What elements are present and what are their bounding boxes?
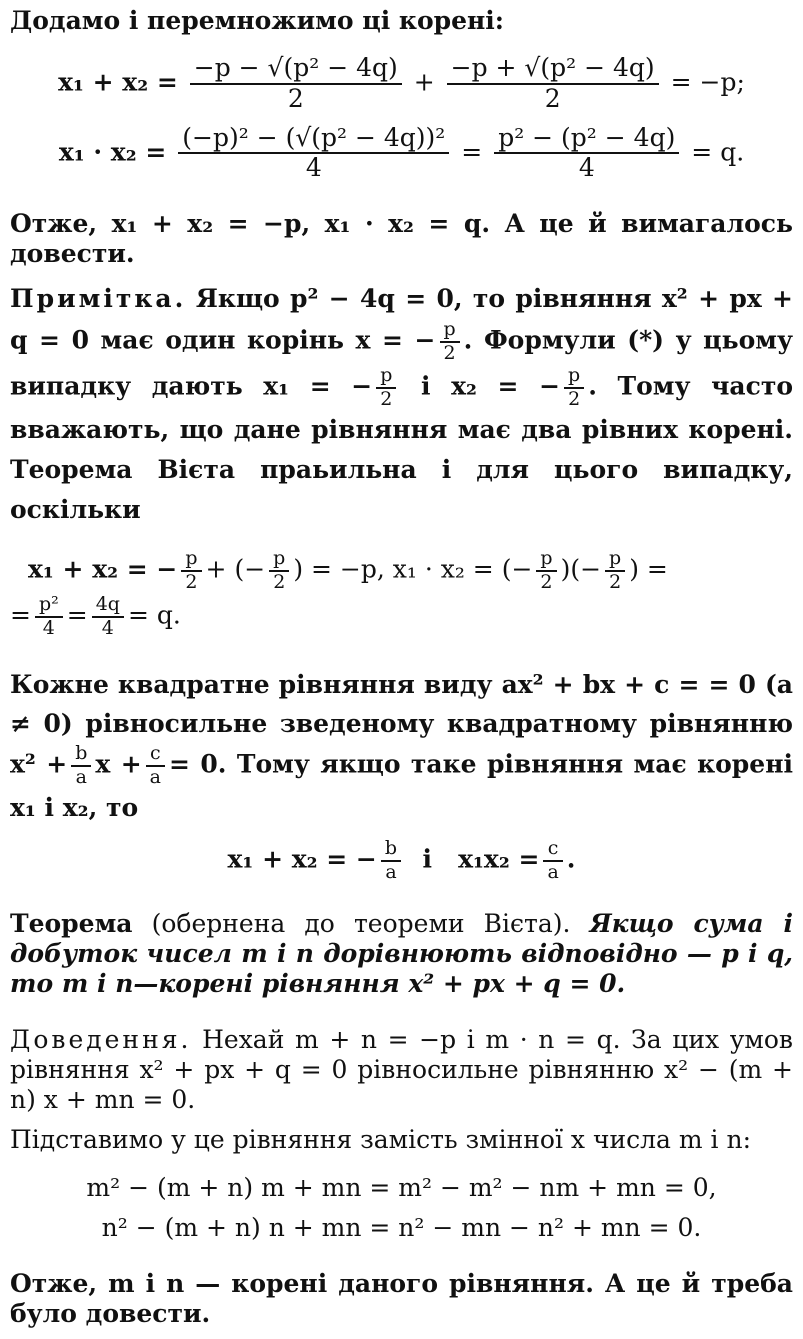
intro-text: Додамо і перемножимо ці корені: [10,6,505,35]
product-fraction-2-denominator: 4 [494,152,679,183]
general-formula-fraction-1-numerator: b [384,836,398,859]
general-text-a: Кожне квадратне рівняння виду ax² + bx + c = = 0 (a ≠ 0) рівносильне зведеному квадратному рівнянню x² + [10,669,793,779]
general-text-c: = 0. Тому якщо таке рівняння має корені x₁ і x₂, то [10,749,793,822]
general-paragraph [10,666,793,828]
viete-line2-fraction-2 [92,594,124,640]
general-fraction-2-numerator: c [149,742,161,765]
viete-line2-a: = [10,600,31,630]
viete-line2-c: = q. [127,600,181,630]
note-paragraph [10,279,793,530]
note-fraction-2-denominator: 2 [376,387,396,411]
viete-line1-fraction-4-numerator: p [609,547,622,570]
product-fraction-1-denominator: 4 [178,152,449,183]
final-conclusion: Отже, m і n — корені даного рівняння. А це й треба було довести. [10,1269,793,1329]
product-fraction-2-numerator: p² − (p² − 4q) [498,122,676,152]
sum-fraction-1-numerator: −p − √(p² − 4q) [193,53,398,82]
conclusion-1: Отже, x₁ + x₂ = −p, x₁ · x₂ = q. А це й вимагалось довести. [10,209,793,268]
equation-m: m² − (m + n) m + mn = m² − m² − nm + mn = 0, [86,1173,717,1203]
general-formula-b: і x₁x₂ = [405,844,540,874]
general-fraction-2-denominator: a [146,765,165,789]
viete-line2-fraction-2-denominator: 4 [92,616,124,640]
general-fraction-1-denominator: a [71,765,91,789]
general-formula-fraction-1 [381,838,401,884]
general-fraction-2 [146,743,165,789]
sum-plus: + [413,67,435,97]
note-fraction-1-denominator: 2 [440,341,460,365]
viete-line-2 [10,594,793,640]
viete-line1-fraction-1 [181,548,201,594]
product-fraction-1 [178,124,449,184]
sum-fraction-1 [190,54,402,114]
viete-line2-fraction-1-numerator: p² [38,593,59,616]
equation-n: n² − (m + n) n + mn = n² − mn − n² + mn = 0. [101,1213,702,1243]
substitution-text: Підставимо у це рівняння замість змінної x числа m і n: [10,1125,751,1155]
viete-line1-fraction-1-denominator: 2 [181,570,201,594]
viete-line1-fraction-3-numerator: p [540,547,553,570]
note-fraction-1-numerator: p [443,318,456,340]
product-fraction-2 [494,124,679,184]
viete-line1-e: ) = [629,554,668,584]
theorem-label: Теорема [10,909,133,939]
sum-fraction-2 [447,54,659,114]
note-fraction-3-numerator: p [568,363,581,386]
viete-line1-fraction-3-denominator: 2 [536,570,556,594]
viete-line2-fraction-1-denominator: 4 [35,616,63,640]
note-fraction-3 [564,365,584,411]
viete-line2-b: = [66,600,88,630]
viete-line1-fraction-4 [605,548,625,594]
note-fraction-2-numerator: p [380,363,393,386]
general-fraction-1 [71,743,91,789]
general-formula-fraction-2-denominator: a [543,860,562,884]
note-text-d: . Тому часто вважають, що дане рівняння має два рівних корені. Теорема Вієта праьильна і для цього випадку, оскільки [10,371,793,525]
general-formula-fraction-2 [543,838,562,884]
sum-fraction-2-denominator: 2 [447,83,659,114]
note-fraction-1 [440,319,460,365]
proof-paragraph [10,1025,793,1115]
product-rhs: = q. [691,136,745,166]
note-fraction-3-denominator: 2 [564,387,584,411]
viete-line1-fraction-3 [536,548,556,594]
general-text-b: x + [95,749,142,779]
general-formula [10,838,793,884]
note-text-b: . Формули (*) у цьому випадку дають x₁ = − [10,325,793,401]
viete-line1-fraction-1-numerator: p [185,547,198,570]
sum-fraction-1-denominator: 2 [190,83,402,114]
viete-line1-fraction-2-denominator: 2 [269,570,289,594]
general-fraction-1-numerator: b [75,742,88,765]
proof-text: Нехай m + n = −p і m · n = q. За цих умов рівняння x² + px + q = 0 рівносильне рівнянню x² − (m + n) x + mn = 0. [10,1025,793,1115]
viete-line1-d: )(− [560,554,602,584]
product-formula [10,124,793,184]
product-eq: = [461,136,483,166]
general-formula-a: x₁ + x₂ = − [227,844,377,874]
sum-fraction-2-numerator: −p + √(p² − 4q) [450,53,655,82]
theorem-text: Якщо сума і добуток чисел m і n дорівнюють відповідно — p і q, то m і n—корені рівняння x² + px + q = 0. [10,909,793,999]
general-formula-fraction-2-numerator: c [547,836,559,859]
viete-line2-fraction-2-numerator: 4q [95,593,120,616]
proof-label: Доведення. [10,1025,192,1055]
note-label: Примітка. [10,284,187,313]
viete-line1-c: ) = −p, x₁ · x₂ = (− [293,554,533,584]
sum-rhs: = −p; [670,67,745,97]
viete-line2-fraction-1 [35,594,63,640]
viete-line1-a: x₁ + x₂ = − [28,554,178,584]
note-text-c: і x₂ = − [400,371,561,401]
sum-lhs: x₁ + x₂ = [58,67,178,97]
note-text-a: Якщо p² − 4q = 0, то рівняння x² + px + q = 0 має один корінь x = − [10,284,793,355]
product-lhs: x₁ · x₂ = [58,136,167,166]
viete-line-1 [10,548,793,594]
viete-line1-b: + (− [205,554,266,584]
viete-line1-fraction-4-denominator: 2 [605,570,625,594]
viete-line1-fraction-2-numerator: p [273,547,286,570]
theorem-paragraph [10,909,793,999]
note-fraction-2 [376,365,396,411]
general-formula-fraction-1-denominator: a [381,860,401,884]
sum-formula [10,54,793,114]
viete-line1-fraction-2 [269,548,289,594]
theorem-parenthetical: (обернена до теореми Вієта). [132,909,590,939]
general-formula-c: . [566,844,576,874]
product-fraction-1-numerator: (−p)² − (√(p² − 4q))² [182,122,446,152]
